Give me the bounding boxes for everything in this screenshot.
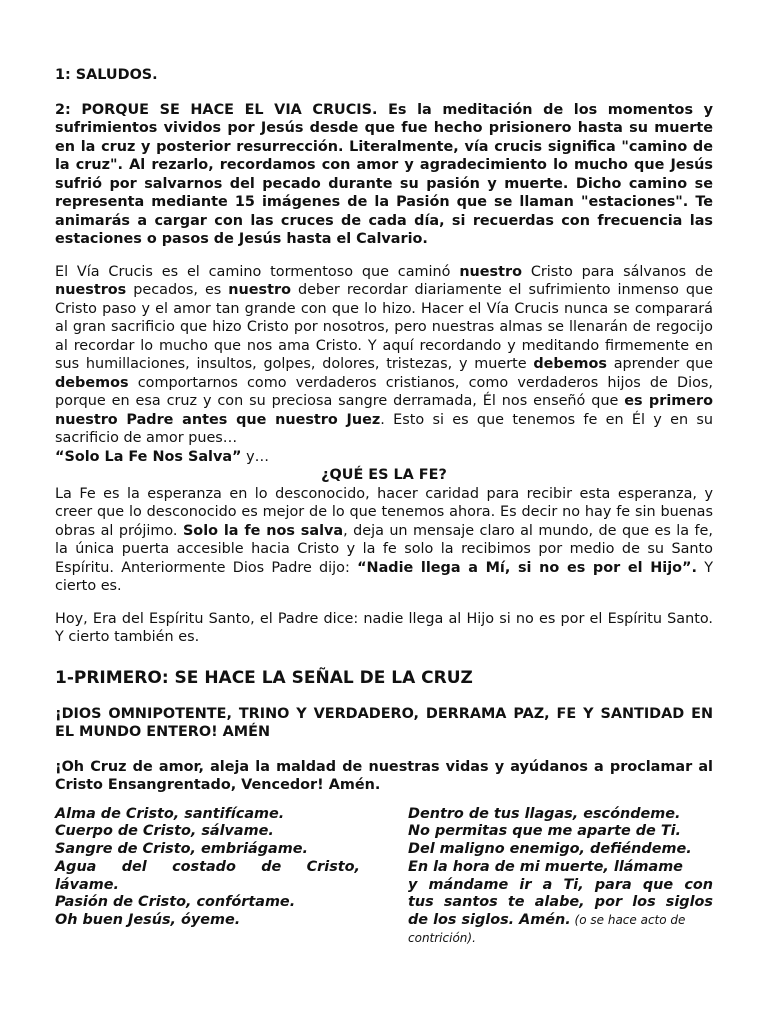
prayer-line: y mándame ir a Ti, para que con: [408, 876, 713, 893]
prayer-line: En la hora de mi muerte, llámame: [408, 858, 683, 875]
prayer-dios-omnipotente: ¡DIOS OMNIPOTENTE, TRINO Y VERDADERO, DERRAMA PAZ, FE Y SANTIDAD EN EL MUNDO ENTERO! AMÉN: [55, 705, 713, 740]
prayer-line: tus santos te alabe, por los siglos: [408, 894, 713, 911]
section-saludos: 1: SALUDOS.: [55, 67, 158, 83]
prayer-line: lávame.: [55, 876, 119, 893]
bold-text: Solo la fe nos salva: [182, 522, 344, 539]
bold-text: “Solo La Fe Nos Salva”: [55, 448, 242, 465]
text: Y cierto es.: [55, 559, 713, 594]
text: comportarnos como verdaderos cristianos, como verdaderos hijos de Dios, porque en esa cruz y con su preciosa sangre derramada, Él nos enseñó que: [55, 374, 713, 409]
bold-text: nuestros: [55, 282, 127, 298]
bold-text: debemos: [533, 356, 607, 372]
text: La Fe es la esperanza en lo desconocido, hacer caridad para recibir esta esperanza, y creer que lo desconocido es mejor de lo que tenemos ahora. Es decir no hay fe sin buenas obras al prójimo.: [55, 485, 713, 539]
bold-text: “Nadie llega a Mí, si no es por el Hijo”.: [357, 559, 697, 576]
text: . Esto si es que tenemos fe en Él y en su sacrificio de amor pues…: [55, 411, 713, 446]
prayer-line: Oh buen Jesús, óyeme.: [55, 912, 241, 929]
text: y…: [241, 448, 269, 465]
text: Cristo para sálvanos de: [522, 263, 714, 280]
bold-text: nuestro: [459, 263, 522, 280]
paragraph-via-crucis: [55, 263, 713, 467]
paragraph-espiritu-santo: Hoy, Era del Espíritu Santo, el Padre dice: nadie llega al Hijo si no es por el Espíritu Santo. Y cierto también es.: [55, 610, 713, 645]
prayer-line: Alma de Cristo, santifícame.: [55, 805, 285, 822]
text: pecados, es: [126, 282, 229, 298]
paragraph-fe: [55, 485, 713, 596]
porque-heading: 2: PORQUE SE HACE EL VIA CRUCIS.: [55, 101, 378, 118]
prayer-line-text: de los siglos. Amén.: [408, 912, 571, 929]
prayer-line: Pasión de Cristo, confórtame.: [55, 894, 296, 911]
prayer-line: No permitas que me aparte de Ti.: [408, 823, 682, 840]
prayer-columns: [55, 806, 713, 948]
prayer-left-column: [55, 806, 360, 948]
prayer-oh-cruz: ¡Oh Cruz de amor, aleja la maldad de nuestras vidas y ayúdanos a proclamar al Cristo Ensangrentado, Vencedor! Amén.: [55, 758, 713, 793]
section-porque: [55, 101, 713, 249]
prayer-line: Del maligno enemigo, defiéndeme.: [408, 841, 692, 858]
text: El Vía Crucis es el camino tormentoso que caminó: [55, 263, 460, 280]
bold-text: debemos: [55, 374, 129, 391]
prayer-line: Cuerpo de Cristo, sálvame.: [55, 823, 274, 840]
prayer-right-column: [408, 806, 713, 948]
prayer-line: Dentro de tus llagas, escóndeme.: [408, 805, 681, 822]
text: deber recordar diariamente el sufrimiento inmenso que Cristo paso y el amor tan grande con que lo hizo. Hacer el Vía Crucis nunca se comparará al gran sacrificio que hizo Cristo por nosotros, pero nuestras almas se llenarán de regocijo al recordar lo mucho que nos ama Cristo. Y aquí recordando y meditando firmemente en sus humillaciones, insultos, golpes, dolores, tristezas, y muerte: [55, 282, 714, 372]
bold-text: nuestro: [228, 282, 291, 298]
prayer-line: Sangre de Cristo, embriágame.: [55, 841, 308, 858]
text: aprender que: [606, 356, 713, 372]
primero-heading: 1-PRIMERO: SE HACE LA SEÑAL DE LA CRUZ: [55, 667, 473, 688]
prayer-line: Agua del costado de Cristo,: [55, 858, 360, 875]
que-es-fe-heading: ¿QUÉ ES LA FE?: [321, 467, 447, 483]
bold-text: es primero nuestro Padre antes que nuestro Juez: [55, 393, 714, 428]
contricion-note: (o se hace acto de contrición).: [408, 913, 686, 946]
porque-body: Es la meditación de los momentos y sufrimientos vividos por Jesús desde que fue hecho prisionero hasta su muerte en la cruz y posterior resurrección. Literalmente, vía crucis significa "camino de la cruz". Al rezarlo, recordamos con amor y agradecimiento lo mucho que Jesús sufrió por salvarnos del pecado durante su pasión y muerte. Dicho camino se representa mediante 15 imágenes de la Pasión que se llaman "estaciones". Te animarás a cargar con las cruces de cada día, si recuerdas con frecuencia las estaciones o pasos de Jesús hasta el Calvario.: [55, 101, 713, 247]
prayer-line-last: [408, 912, 713, 948]
text: , deja un mensaje claro al mundo, de que es la fe, la única puerta accesible hacia Cristo y la fe solo la recibimos por medio de su Santo Espíritu. Anteriormente Dios Padre dijo:: [55, 522, 713, 576]
